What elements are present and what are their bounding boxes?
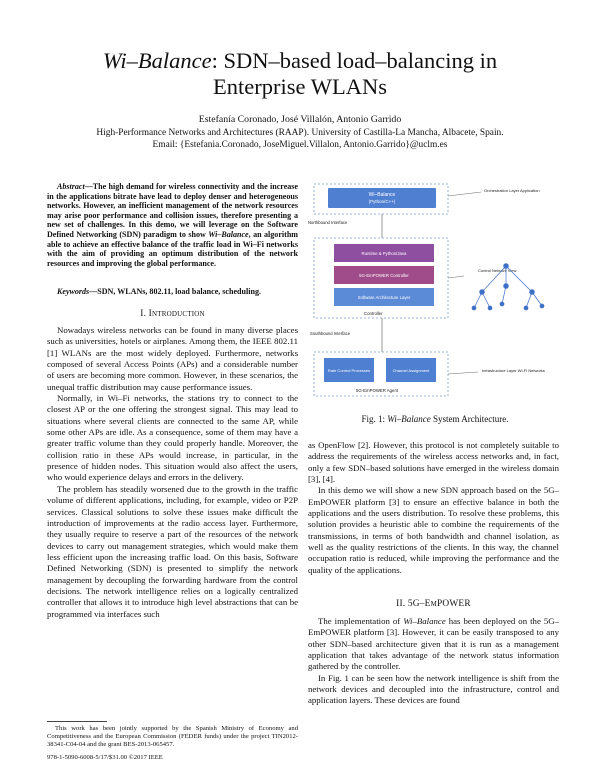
caption-prefix: Fig. 1: — [361, 414, 388, 424]
intro-paragraph-1: Nowadays wireless networks can be found in many diverse places such as universities, hotels or airplanes. Among them, the IEEE 802.11 [1] WLANs are the most widely deployed. Furthermore, networks composed of several Access Points (APs) and a considerable number of users are becoming more common. However, in these scenarios, the unequal traffic distribution may cause performance issues. — [47, 325, 298, 392]
sec2-p1-italic: Wi–Balance — [403, 616, 446, 626]
app-box — [328, 188, 436, 208]
sec2-p1-b: has been deployed on the 5G–EmPOWER platform [3]. However, it can be easily transposed to any other SDN–based architecture given that it is run as a management application that takes advantage of the network status information gathered by the controller. — [308, 616, 559, 672]
footnote: This work has been jointly supported by the Spanish Ministry of Economy and Competitiveness and the European Commission (FEDER funds) under the project TIN2012-38341-C04-04 and the grant BES-2013-065457. — [47, 725, 298, 748]
label-southbound: Southbound Interface — [310, 331, 351, 336]
author-email: Email: {Estefania.Coronado, JoseMiguel.Villalon, Antonio.Garrido}@uclm.es — [152, 140, 448, 150]
label-top-right: Orchestration Layer Application — [484, 188, 540, 193]
author-names: Estefanía Coronado, José Villalón, Antonio Garrido — [198, 114, 402, 125]
intro-paragraph-3: The problem has steadily worsened due to the growth in the traffic volume of different applications, including, for example, video or P2P services. Classical solutions to solve these issues make difficult the introduction of improvements at the radio access layer. Furthermore, they usually require to reserve a part of the resources of the network devices to carry out management strategies, which would make them less efficient upon the increasing traffic load. On this basis, Software Defined Networking (SDN) is presented to simplify the network management by decoupling the forwarding hardware from the control decisions. The network intelligence relies on a logically centralized controller that allows it to introduce high level abstractions that can be programmed via interfaces such — [47, 483, 298, 619]
ctrl-box-2-label: 5G-EmPOWER Controller — [359, 273, 409, 278]
footnote-rule — [47, 721, 107, 722]
figure-caption — [306, 414, 564, 424]
right-column-text — [308, 440, 559, 576]
sec2-paragraph-2: In Fig. 1 can be seen how the network intelligence is shift from the network devices and decoupled into the infrastructure, control and application layers. These devices are found — [308, 672, 559, 706]
app-box-label: Wi–Balance — [368, 192, 396, 198]
figure-1 — [306, 180, 564, 416]
architecture-diagram — [306, 180, 564, 416]
label-bottom-right: Infrastructure Layer Wi-Fi Networks — [482, 368, 545, 373]
section-2-heading — [308, 599, 559, 609]
section-2-num: II. — [396, 599, 406, 609]
right-paragraph-2: In this demo we will show a new SDN approach based on the 5G–EmPOWER platform [3] to ensure an effective balance in both the applications and the users distribution. To resolve these problems, this solution provides a heuristic able to combine the requirements of the transmissions, in terms of both bandwidth and channel isolation, as well as the quality restrictions of the clients. In this way, the channel occupation ratio is reduced, while improving the performance and the quality of the applications. — [308, 485, 559, 575]
title-italic: Wi–Balance — [102, 48, 212, 73]
label-agent-layer: 5G-EmPOWER Agent — [356, 388, 399, 393]
isbn-line: 978-1-5090-6008-5/17/$31.00 ©2017 IEEE — [47, 754, 163, 761]
agent-box-2-label: Channel Assignment — [392, 368, 430, 373]
abstract-italic: Wi–Balance — [208, 229, 249, 239]
caption-italic: Wi–Balance — [387, 414, 431, 424]
sec2-paragraph-1 — [308, 616, 559, 673]
section-1-num: I. — [140, 309, 147, 319]
ctrl-box-1-label: Runtime & Python/Java — [361, 251, 407, 256]
label-controller: Controller — [364, 311, 383, 316]
intro-paragraph-2: Normally, in Wi–Fi networks, the stations try to connect to the closest AP or the one offering the strongest signal. This may lead to situations where several clients are connected to the same AP, while some other APs are idle. As a consequence, some of them may have a greater traffic volume than they could properly handle. Moreover, the collision ratio in these APs would increase, in particular, in the presence of hidden nodes. This situation would also affect the users, who would experience delays and errors in the delivery. — [47, 393, 298, 483]
app-box-sub: (Python/C++) — [368, 199, 396, 204]
label-northbound: Northbound Interface — [308, 220, 348, 225]
author-affiliation: High-Performance Networks and Architectures (RAAP). University of Castilla-La Mancha, Albacete, Spain. — [96, 127, 504, 138]
keywords-label: Keywords — [57, 287, 90, 296]
label-mid-right: Control Network View — [478, 268, 517, 273]
section-2-text — [308, 616, 559, 707]
section-2-title: 5G–EmPOWER — [407, 599, 471, 609]
title-line1: : SDN–based load–balancing in — [211, 48, 498, 73]
abstract-text-1: —The high demand for wireless connectivity and the increase in the applications bitrate have lead to deploy denser and heterogeneous networks. However, an inefficient management of the network resources may arise poor performance and collision issues, therefore presenting a new set of challenges. In this demo, we will leverage on the Software Defined Networking (SDN) paradigm to show — [47, 182, 298, 239]
intro-text — [47, 325, 298, 620]
abstract-text-2: , an algorithm able to achieve an effective balance of the traffic load in Wi–Fi networks with the aim of providing an optimum distribution of the network resources and improving the global performance. — [47, 229, 298, 268]
agent-box-1-label: Rate Control Processes — [327, 368, 371, 373]
section-1-heading — [47, 309, 298, 319]
keywords — [47, 287, 298, 297]
keywords-text: —SDN, WLANs, 802.11, load balance, scheduling. — [89, 287, 261, 296]
right-paragraph-cont: as OpenFlow [2]. However, this protocol is not completely suitable to address the requirements of the wireless access networks and, in fact, only a few SDN–based solutions have emerged in the wireless domain [3], [4]. — [308, 440, 559, 485]
caption-rest: System Architecture. — [430, 414, 509, 424]
abstract — [47, 182, 298, 268]
sec2-p1-a: The implementation of — [318, 616, 404, 626]
paper-title — [40, 48, 560, 100]
author-block — [40, 114, 560, 152]
title-line2: Enterprise WLANs — [213, 74, 387, 99]
ctrl-box-3-label: Software Architecture Layer — [357, 295, 411, 300]
abstract-label: Abstract — [57, 182, 85, 191]
section-1-title: Introduction — [148, 309, 205, 319]
